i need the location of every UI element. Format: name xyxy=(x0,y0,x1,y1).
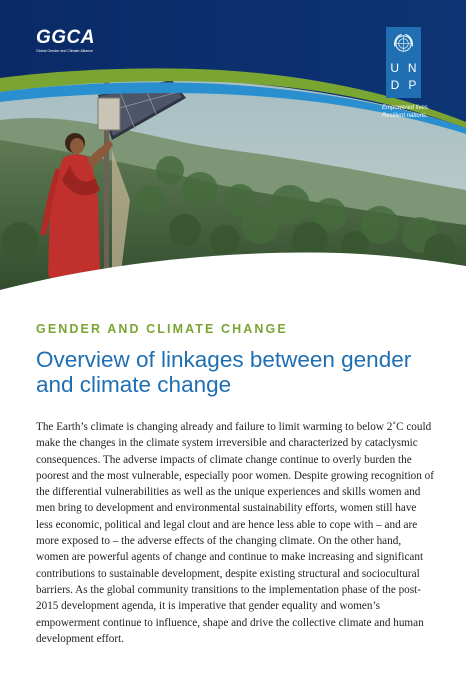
undp-letter-p: P xyxy=(408,78,417,92)
undp-tagline xyxy=(382,104,429,120)
page-title: Overview of linkages between gender and climate change xyxy=(36,347,412,397)
ggca-logo-mark: GGCA xyxy=(36,27,95,48)
un-emblem-icon xyxy=(392,32,415,55)
ggca-full-name: Global Gender and Climate Alliance xyxy=(36,49,93,53)
section-label: GENDER AND CLIMATE CHANGE xyxy=(36,322,288,336)
body-paragraph: The Earth’s climate is changing already and failure to limit warming to below 2˚C could make the changes in the climate system irreversible and characterized by cataclysmic consequences. The adverse impacts of climate change continue to overly burden the poorest and the most vulnerable, especially poor women. Despite growing recognition of the differential vulnerabilities as well as the unique experiences and skills women and men bring to development and environmental sustainability efforts, women still have less economic, political and legal clout and are hence less able to cope with – and are more exposed to – the adverse effects of the changing climate. On the other hand, women are powerful agents of change and continue to make increasing and significant contributions to sustainable development, despite existing structural and sociocultural barriers. As the global community transitions to the implementation phase of the post-2015 development agenda, it is imperative that gender equality and women’s empowerment continue to influence, shape and drive the collective climate and human development effort. xyxy=(36,421,434,645)
undp-letter-d: D xyxy=(390,78,400,92)
undp-letter-n: N xyxy=(407,61,417,75)
undp-tagline-line1: Empowered lives. xyxy=(382,105,430,111)
undp-letter-u: U xyxy=(390,61,400,75)
undp-logo xyxy=(386,27,421,98)
ggca-logo xyxy=(36,28,95,54)
undp-tagline-line2: Resilient nations. xyxy=(382,113,428,119)
cover-hero xyxy=(0,0,466,300)
